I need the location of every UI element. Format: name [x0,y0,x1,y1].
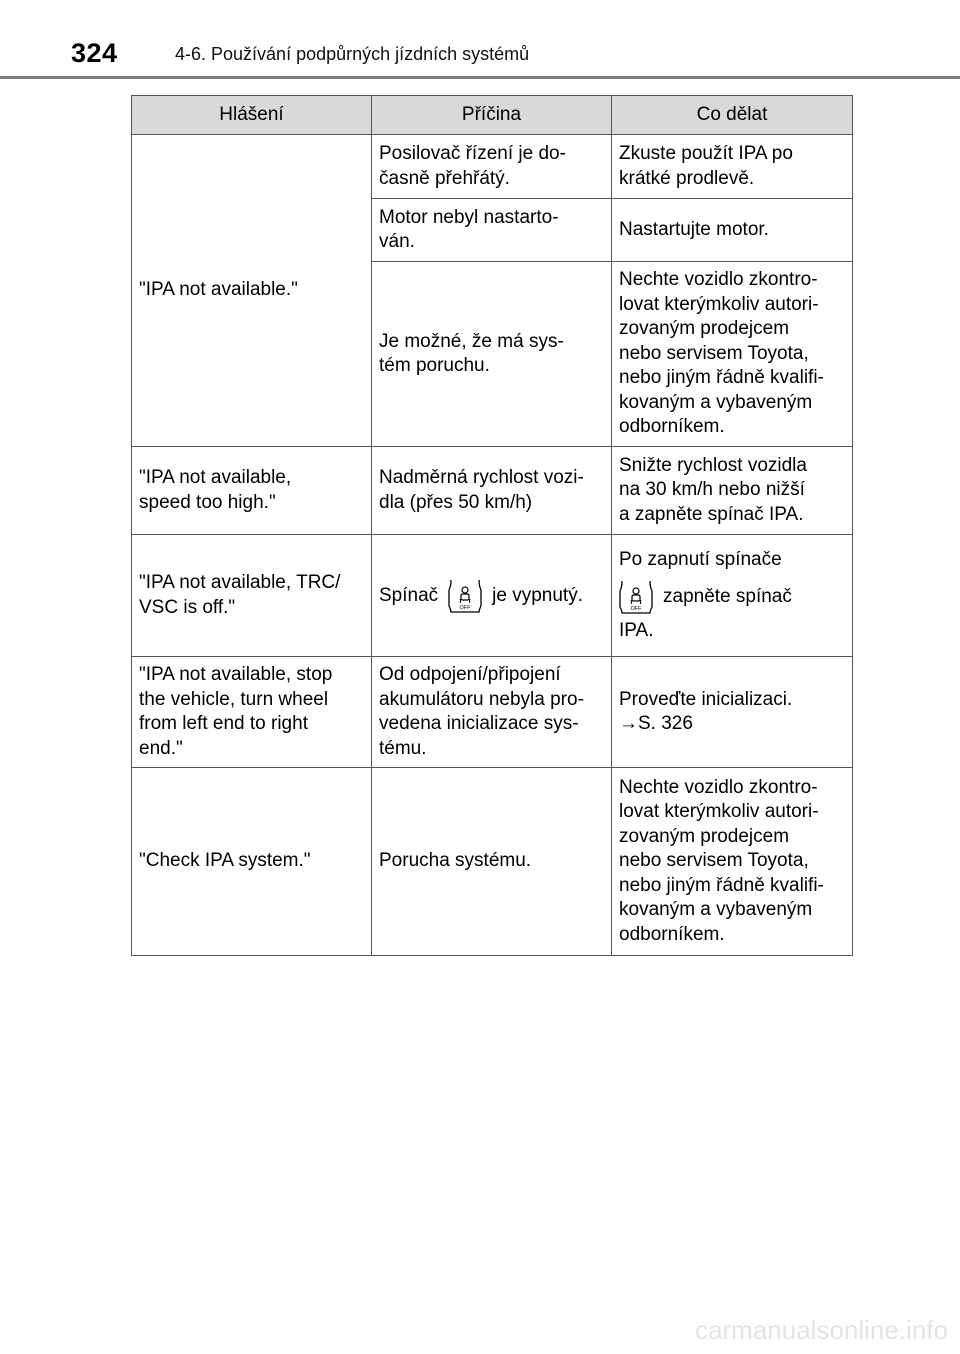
action-text: Zkuste použít IPA po krátké prodlevě. [619,143,793,189]
table-row [132,657,853,768]
action-cell [612,768,853,956]
cause-cell [372,447,612,535]
vsc-off-switch-icon [448,578,482,614]
cause-cell [372,657,612,768]
action-cell [612,535,853,657]
message-cell [132,657,372,768]
action-cell [612,657,853,768]
action-cell [612,135,853,199]
message-text: "Check IPA system." [139,850,311,872]
cause-text: Je možné, že má sys- tém poruchu. [379,330,564,376]
message-cell [132,447,372,535]
svg-text:OFF: OFF [630,605,642,612]
table-row [132,768,853,956]
action-text: Nechte vozidlo zkontro- lovat kterýmkoliv autori- zovaným prodejcem nebo servisem Toyota, nebo jiným řádně kvalifi- kovaným a vybaveným odborníkem. [619,269,824,438]
watermark: carmanualsonline.info [695,1315,948,1345]
message-text: "IPA not available." [139,279,298,301]
action-text: Proveďte inicializaci. [619,688,793,710]
cause-cell [372,535,612,657]
cause-cell [372,199,612,262]
table-row [132,447,853,535]
message-cell [132,768,372,956]
table-row [132,535,853,657]
action-text-line1: Po zapnutí spínače [619,549,782,570]
action-text: Snižte rychlost vozidla na 30 km/h nebo nižší a zapněte spínač IPA. [619,454,807,525]
action-cell [612,447,853,535]
column-header-message: Hlášení [132,96,372,135]
message-cell [132,135,372,447]
cause-cell [372,135,612,199]
action-cell [612,262,853,447]
cause-cell [372,262,612,447]
table-header-row [132,96,853,135]
message-text: "IPA not available, stop the vehicle, turn wheel from left end to right end." [139,664,333,759]
action-cell [612,199,853,262]
vsc-off-switch-icon [619,579,653,615]
section-title: 4-6. Používání podpůrných jízdních systémů [175,44,530,64]
message-cell [132,535,372,657]
message-text: "IPA not available, TRC/ VSC is off." [139,572,341,618]
action-text-after-icon: zapněte spínač [663,585,792,607]
page-reference: →S. 326 [619,713,693,734]
cause-text: Porucha systému. [379,850,532,872]
cause-text: Nadměrná rychlost vozi- dla (přes 50 km/h) [379,467,584,513]
page-number: 324 [71,38,118,68]
action-text: Nastartujte motor. [619,218,769,240]
message-table [131,95,853,956]
action-text: Nechte vozidlo zkontro- lovat kterýmkoliv autori- zovaným prodejcem nebo servisem Toyota, nebo jiným řádně kvalifi- kovaným a vybaveným odborníkem. [619,776,824,945]
action-text-line3: IPA. [619,619,654,641]
cause-text-after: je vypnutý. [492,584,583,606]
page-header [0,0,960,80]
cause-text-before: Spínač [379,584,439,606]
cause-text: Posilovač řízení je do- časně přehřátý. [379,143,566,189]
message-text: "IPA not available, speed too high." [139,467,292,513]
column-header-action: Co dělat [612,96,853,135]
table-row [132,135,853,199]
cause-cell [372,768,612,956]
cause-text: Od odpojení/připojení akumulátoru nebyla pro- vedena inicializace sys- tému. [379,664,584,759]
cause-text: Motor nebyl nastarto- ván. [379,206,559,252]
column-header-cause: Příčina [372,96,612,135]
svg-text:OFF: OFF [459,604,471,611]
header-rule [0,76,960,79]
